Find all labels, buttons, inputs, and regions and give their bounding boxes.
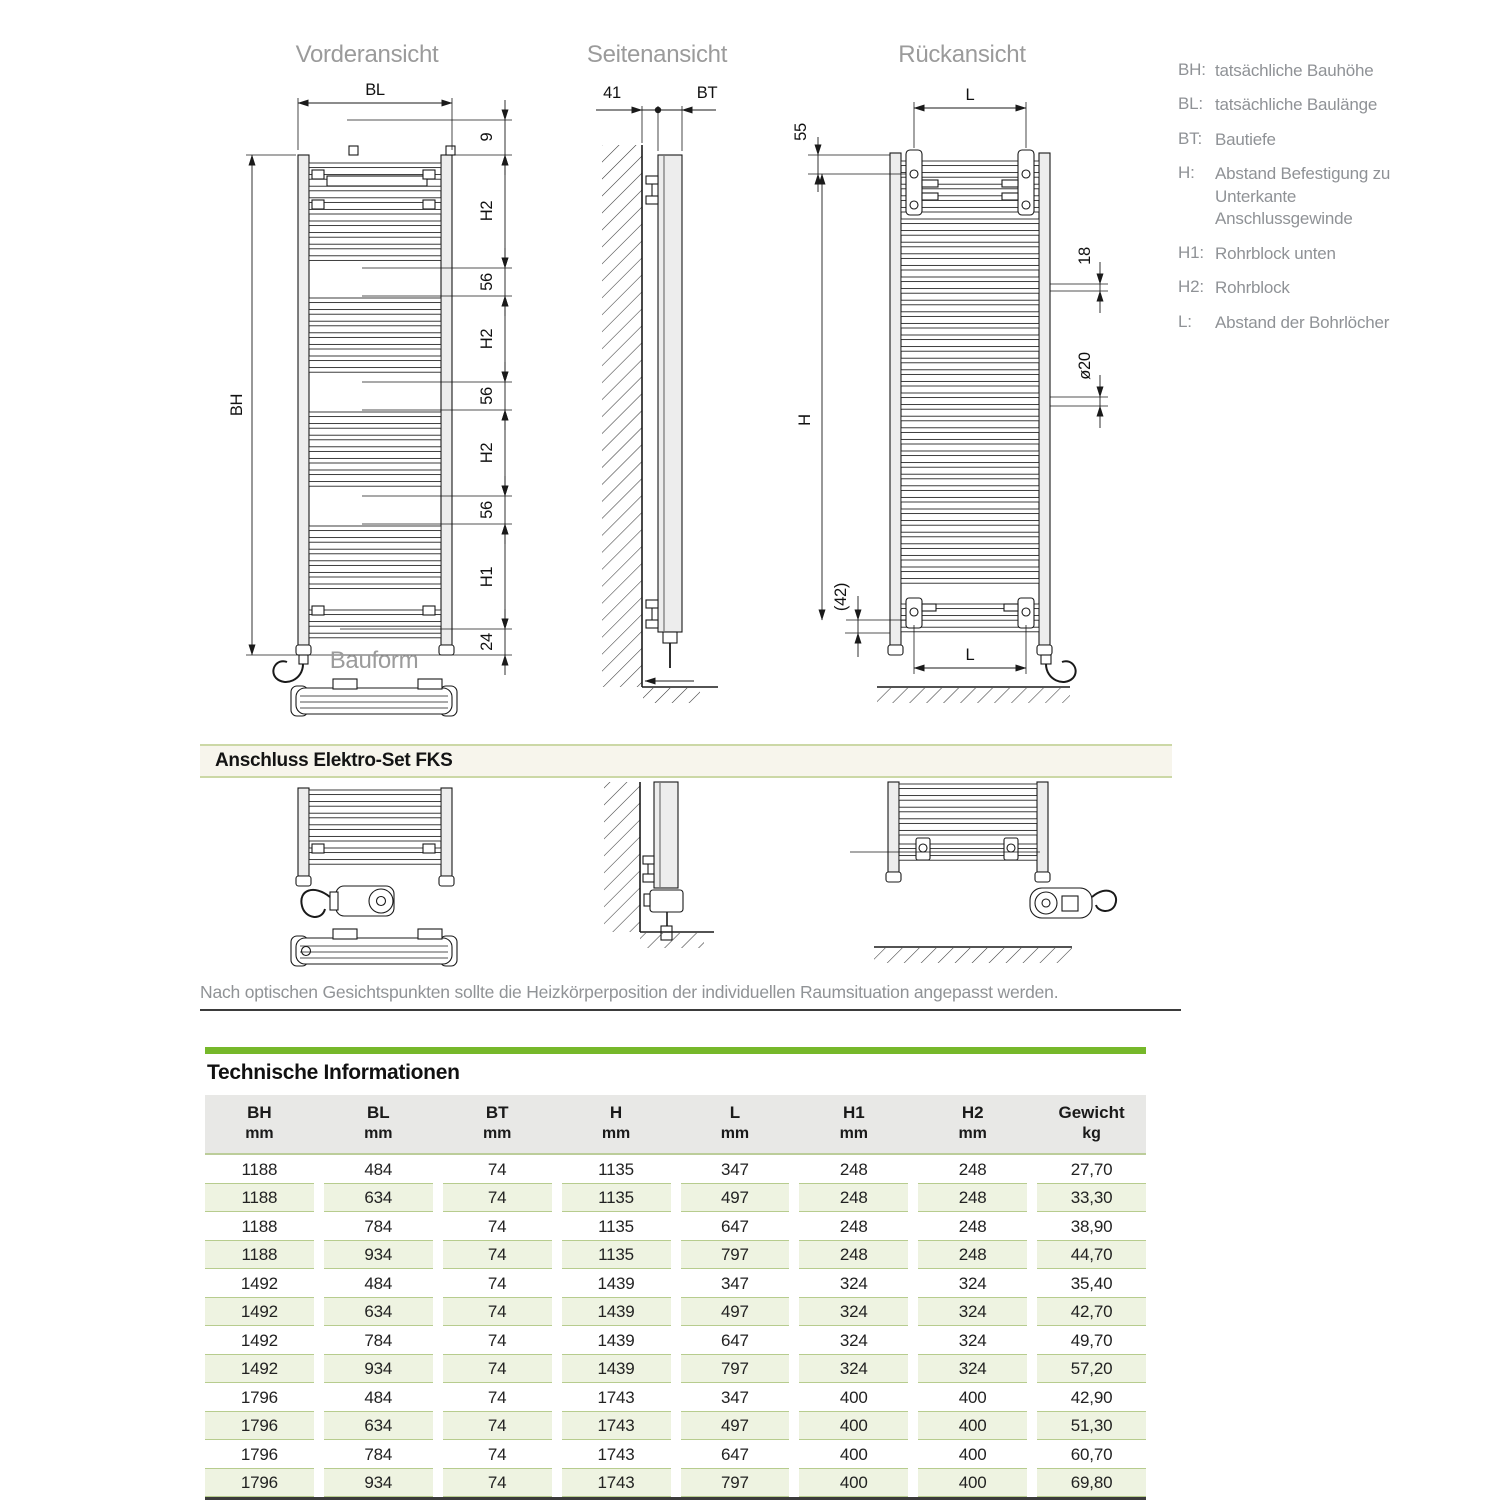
table-cell: 647 [721, 1330, 749, 1350]
dim-label-bt: BT [696, 84, 718, 102]
table-column-header [1037, 1103, 1146, 1145]
table-cell: 69,80 [1037, 1468, 1146, 1498]
table-cell: 1492 [240, 1330, 278, 1350]
table-row [205, 1212, 1146, 1240]
table-cell: 347 [721, 1159, 749, 1179]
dim-label-bh: BH [228, 393, 246, 417]
legend-term: H2: [1178, 277, 1204, 297]
table-row [205, 1183, 1146, 1213]
table-cell: 797 [681, 1468, 790, 1498]
table-cell: 38,90 [1070, 1216, 1113, 1236]
table-cell: 797 [681, 1240, 790, 1270]
table-cell: 400 [918, 1411, 1027, 1441]
table-row [205, 1297, 1146, 1327]
table-cell: 784 [364, 1216, 393, 1236]
column-unit: mm [601, 1125, 631, 1142]
table-cell: 51,30 [1037, 1411, 1146, 1441]
bauform-label: Bauform [329, 647, 419, 674]
table-column-header [681, 1103, 790, 1145]
table-cell: 1188 [241, 1216, 278, 1236]
table-cell: 1743 [597, 1387, 635, 1407]
column-label: H [609, 1103, 623, 1122]
table-row [205, 1440, 1146, 1468]
dim-label-41: 41 [603, 84, 621, 102]
table-cell: 74 [487, 1273, 507, 1293]
dim-label-h2-a: H2 [478, 200, 496, 222]
table-cell: 1439 [597, 1273, 635, 1293]
table-cell: 1439 [597, 1330, 635, 1350]
table-cell: 784 [364, 1444, 393, 1464]
table-cell: 324 [839, 1273, 868, 1293]
dim-label-55: 55 [792, 123, 810, 141]
table-cell: 42,90 [1070, 1387, 1113, 1407]
table-cell: 497 [681, 1183, 790, 1213]
column-unit: mm [482, 1125, 512, 1142]
dim-label-dia20: ø20 [1076, 352, 1094, 380]
table-cell: 634 [324, 1183, 433, 1213]
green-accent-bar [205, 1047, 1146, 1054]
table-row [205, 1240, 1146, 1270]
table-cell: 74 [487, 1387, 507, 1407]
dim-label-h: H [796, 414, 814, 426]
side-view-title: Seitenansicht [586, 41, 728, 68]
table-cell: 647 [721, 1216, 749, 1236]
rear-view-title: Rückansicht [898, 41, 1026, 68]
table-cell: 1492 [240, 1273, 278, 1293]
legend-term: BT: [1178, 128, 1202, 148]
table-column-header [799, 1103, 908, 1145]
table-title: Technische Informationen [207, 1061, 460, 1084]
table-cell: 1743 [597, 1444, 635, 1464]
table-cell: 35,40 [1070, 1273, 1113, 1293]
legend [1178, 60, 1428, 346]
table-cell: 324 [918, 1297, 1027, 1327]
table-cell: 74 [443, 1411, 552, 1441]
table-cell: 1796 [240, 1387, 278, 1407]
legend-description: Rohrblock [1215, 278, 1290, 298]
table-cell: 74 [443, 1240, 552, 1270]
dim-label-l-bottom: L [965, 646, 975, 664]
dim-label-9: 9 [478, 132, 496, 142]
legend-description: Rohrblock unten [1215, 243, 1336, 263]
table-cell: 74 [443, 1354, 552, 1384]
table-cell: 74 [487, 1444, 507, 1464]
table-cell: 248 [918, 1183, 1027, 1213]
table-cell: 497 [681, 1411, 790, 1441]
column-label: H2 [961, 1103, 984, 1122]
front-view-title: Vorderansicht [295, 41, 439, 68]
table-cell: 1135 [598, 1159, 634, 1179]
table-cell: 784 [364, 1330, 393, 1350]
table-cell: 400 [918, 1468, 1027, 1498]
note-text: Nach optischen Gesichtspunkten sollte die Heizkörperposition der individuellen Raumsituation angepasst werden. [200, 982, 1059, 1002]
table-cell: 400 [839, 1444, 868, 1464]
table-column-header [562, 1103, 671, 1145]
table-cell: 934 [324, 1468, 433, 1498]
table-column-header [324, 1103, 433, 1145]
table-cell: 1796 [240, 1444, 278, 1464]
legend-term: BL: [1178, 94, 1203, 114]
table-cell: 1188 [205, 1240, 314, 1270]
legend-item [1178, 163, 1428, 230]
table-cell: 634 [324, 1297, 433, 1327]
table-cell: 324 [799, 1297, 908, 1327]
table-cell: 1743 [562, 1468, 671, 1498]
table-cell: 1796 [205, 1468, 314, 1498]
table-row [205, 1468, 1146, 1498]
legend-item [1178, 243, 1428, 265]
table-cell: 1188 [241, 1159, 278, 1179]
column-unit: mm [364, 1125, 393, 1142]
table-cell: 57,20 [1037, 1354, 1146, 1384]
dim-label-l-top: L [965, 86, 975, 104]
table-cell: 74 [443, 1297, 552, 1327]
table-cell: 49,70 [1070, 1330, 1113, 1350]
table-cell: 33,30 [1037, 1183, 1146, 1213]
table-cell: 248 [958, 1216, 987, 1236]
column-label: BT [485, 1103, 509, 1122]
legend-description: Abstand der Bohrlöcher [1215, 312, 1390, 332]
dim-label-h1: H1 [478, 566, 496, 588]
table-cell: 1135 [598, 1216, 634, 1236]
table-cell: 1743 [562, 1411, 671, 1441]
table-cell: 60,70 [1070, 1444, 1113, 1464]
legend-item [1178, 129, 1428, 151]
table-cell: 400 [958, 1387, 987, 1407]
table-cell: 1188 [205, 1183, 314, 1213]
column-label: L [729, 1103, 741, 1122]
table-cell: 74 [487, 1159, 507, 1179]
table-column-header [443, 1103, 552, 1145]
column-label: BH [247, 1103, 272, 1122]
column-unit: mm [839, 1125, 869, 1142]
table-row [205, 1354, 1146, 1384]
table-cell: 400 [799, 1411, 908, 1441]
table-cell: 324 [958, 1330, 987, 1350]
table-cell: 248 [958, 1159, 987, 1179]
table-cell: 1492 [205, 1354, 314, 1384]
column-unit: mm [720, 1125, 750, 1142]
legend-item [1178, 94, 1428, 116]
table-row [205, 1411, 1146, 1441]
legend-description: Abstand Befestigung zu Unterkante Anschlussgewinde [1215, 164, 1391, 229]
table-cell: 248 [799, 1183, 908, 1213]
table-row [205, 1269, 1146, 1297]
column-label: Gewicht [1058, 1103, 1125, 1122]
dim-label-h2-b: H2 [478, 328, 496, 350]
table-cell: 934 [324, 1240, 433, 1270]
technical-table [205, 1047, 1146, 1500]
dim-label-bl: BL [365, 81, 385, 99]
table-cell: 324 [799, 1354, 908, 1384]
table-cell: 647 [721, 1444, 749, 1464]
table-cell: 1439 [562, 1297, 671, 1327]
table-cell: 324 [839, 1330, 868, 1350]
table-cell: 1135 [562, 1183, 671, 1213]
section-title: Anschluss Elektro-Set FKS [215, 750, 453, 771]
divider-line [200, 1009, 1181, 1011]
table-column-header [918, 1103, 1027, 1145]
table-row [205, 1383, 1146, 1411]
table-cell: 44,70 [1037, 1240, 1146, 1270]
column-label: BL [366, 1103, 390, 1122]
dim-label-56-a: 56 [478, 273, 496, 291]
table-cell: 497 [681, 1297, 790, 1327]
legend-term: H: [1178, 163, 1195, 183]
table-cell: 248 [799, 1240, 908, 1270]
table-cell: 934 [324, 1354, 433, 1384]
table-cell: 74 [443, 1468, 552, 1498]
legend-description: Bautiefe [1215, 129, 1276, 149]
table-cell: 1135 [562, 1240, 671, 1270]
column-unit: kg [1082, 1125, 1101, 1142]
legend-term: BH: [1178, 60, 1206, 79]
dim-label-24: 24 [478, 633, 496, 651]
column-unit: mm [245, 1125, 274, 1142]
table-cell: 400 [958, 1444, 987, 1464]
table-cell: 74 [443, 1183, 552, 1213]
table-cell: 400 [839, 1387, 868, 1407]
table-cell: 347 [721, 1273, 749, 1293]
dim-label-42: (42) [832, 582, 850, 612]
legend-item [1178, 60, 1428, 82]
dim-label-56-c: 56 [478, 501, 496, 519]
legend-term: H1: [1178, 242, 1204, 262]
table-row [205, 1155, 1146, 1183]
table-cell: 484 [364, 1387, 393, 1407]
table-cell: 74 [487, 1216, 507, 1236]
legend-description: tatsächliche Baulänge [1215, 95, 1378, 115]
table-cell: 248 [839, 1216, 868, 1236]
dim-label-56-b: 56 [478, 387, 496, 405]
table-cell: 1439 [562, 1354, 671, 1384]
column-unit: mm [958, 1125, 987, 1142]
dim-label-18: 18 [1076, 247, 1094, 265]
table-cell: 74 [487, 1330, 507, 1350]
legend-term: L: [1178, 311, 1192, 331]
table-cell: 484 [364, 1159, 393, 1179]
table-cell: 634 [324, 1411, 433, 1441]
table-cell: 1492 [205, 1297, 314, 1327]
table-cell: 324 [918, 1354, 1027, 1384]
table-cell: 42,70 [1037, 1297, 1146, 1327]
legend-item [1178, 277, 1428, 299]
table-body [205, 1155, 1146, 1500]
table-row [205, 1326, 1146, 1354]
table-cell: 248 [839, 1159, 868, 1179]
table-cell: 484 [364, 1273, 393, 1293]
dim-label-h2-c: H2 [478, 442, 496, 464]
legend-item [1178, 312, 1428, 334]
table-header [205, 1095, 1146, 1155]
table-cell: 347 [721, 1387, 749, 1407]
table-cell: 1796 [205, 1411, 314, 1441]
table-column-header [205, 1103, 314, 1145]
section-band [200, 744, 1172, 778]
table-cell: 400 [799, 1468, 908, 1498]
table-cell: 324 [958, 1273, 987, 1293]
table-cell: 27,70 [1070, 1159, 1113, 1179]
table-cell: 248 [918, 1240, 1027, 1270]
table-cell: 797 [681, 1354, 790, 1384]
legend-description: tatsächliche Bauhöhe [1215, 61, 1374, 80]
column-label: H1 [842, 1103, 865, 1122]
